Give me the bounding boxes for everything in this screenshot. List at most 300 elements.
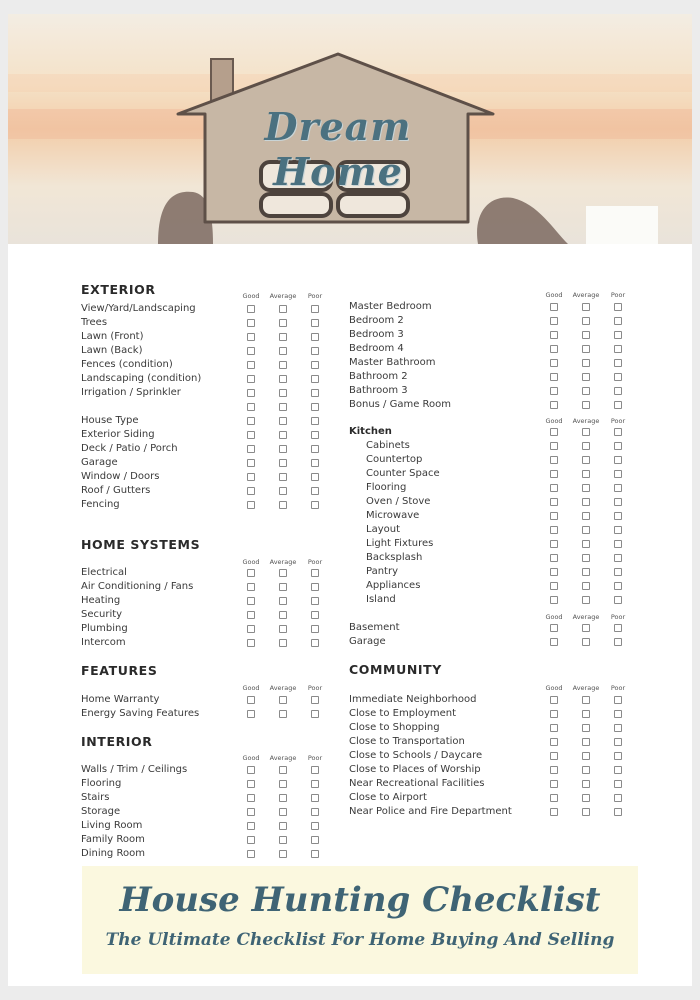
average-checkbox[interactable] <box>279 487 287 495</box>
checklist-item-label: Bathroom 3 <box>349 385 408 396</box>
checklist-item-label: Lawn (Front) <box>81 331 144 342</box>
checklist-row <box>349 579 609 593</box>
poor-checkbox[interactable] <box>311 625 319 633</box>
checklist-item-label: Deck / Patio / Porch <box>81 443 178 454</box>
average-checkbox[interactable] <box>582 470 590 478</box>
rating-header-good: Good <box>545 417 563 425</box>
poor-checkbox[interactable] <box>311 319 319 327</box>
rating-header-poor: Poor <box>307 558 323 566</box>
checklist-item-label: Garage <box>81 457 118 468</box>
poor-checkbox[interactable] <box>614 526 622 534</box>
checklist-item-label: Intercom <box>81 637 126 648</box>
average-checkbox[interactable] <box>582 808 590 816</box>
checklist-row <box>349 314 609 328</box>
good-checkbox[interactable] <box>247 766 255 774</box>
good-checkbox[interactable] <box>247 501 255 509</box>
average-checkbox[interactable] <box>582 696 590 704</box>
average-checkbox[interactable] <box>582 596 590 604</box>
poor-checkbox[interactable] <box>311 417 319 425</box>
banner-subtitle: The Ultimate Checklist For Home Buying And Selling <box>105 930 615 950</box>
average-checkbox[interactable] <box>279 361 287 369</box>
checklist-item-label: Master Bedroom <box>349 301 432 312</box>
checklist-item-label: Island <box>366 594 396 605</box>
poor-checkbox[interactable] <box>311 822 319 830</box>
poor-checkbox[interactable] <box>311 639 319 647</box>
checklist-item-label: Close to Shopping <box>349 722 440 733</box>
average-checkbox[interactable] <box>279 597 287 605</box>
hero-title: Dream Home <box>264 104 412 194</box>
average-checkbox[interactable] <box>582 331 590 339</box>
rating-header-poor: Poor <box>610 613 626 621</box>
checklist-row <box>349 342 609 356</box>
average-checkbox[interactable] <box>582 484 590 492</box>
checklist-item-label: Bedroom 4 <box>349 343 404 354</box>
poor-checkbox[interactable] <box>614 596 622 604</box>
average-checkbox[interactable] <box>279 403 287 411</box>
poor-checkbox[interactable] <box>614 428 622 436</box>
good-checkbox[interactable] <box>550 596 558 604</box>
good-checkbox[interactable] <box>247 417 255 425</box>
checklist-item-label: Irrigation / Sprinkler <box>81 387 181 398</box>
good-checkbox[interactable] <box>247 696 255 704</box>
good-checkbox[interactable] <box>247 305 255 313</box>
poor-checkbox[interactable] <box>311 780 319 788</box>
good-checkbox[interactable] <box>550 456 558 464</box>
good-checkbox[interactable] <box>550 526 558 534</box>
average-checkbox[interactable] <box>279 794 287 802</box>
poor-checkbox[interactable] <box>311 597 319 605</box>
rating-header-average: Average <box>572 291 600 299</box>
rating-header-good: Good <box>545 291 563 299</box>
checklist-item-label: Energy Saving Features <box>81 708 200 719</box>
poor-checkbox[interactable] <box>311 696 319 704</box>
checklist-row <box>349 735 609 749</box>
average-checkbox[interactable] <box>582 752 590 760</box>
average-checkbox[interactable] <box>582 724 590 732</box>
poor-checkbox[interactable] <box>311 375 319 383</box>
checklist-row <box>81 608 341 622</box>
good-checkbox[interactable] <box>247 836 255 844</box>
checklist-row <box>81 777 341 791</box>
good-checkbox[interactable] <box>550 442 558 450</box>
hero-illustration <box>8 14 692 244</box>
poor-checkbox[interactable] <box>614 766 622 774</box>
poor-checkbox[interactable] <box>311 569 319 577</box>
good-checkbox[interactable] <box>550 766 558 774</box>
average-checkbox[interactable] <box>279 696 287 704</box>
poor-checkbox[interactable] <box>614 568 622 576</box>
average-checkbox[interactable] <box>582 780 590 788</box>
checklist-row <box>81 693 341 707</box>
average-checkbox[interactable] <box>279 625 287 633</box>
good-checkbox[interactable] <box>247 361 255 369</box>
average-checkbox[interactable] <box>279 569 287 577</box>
poor-checkbox[interactable] <box>614 624 622 632</box>
checklist-row <box>349 693 609 707</box>
poor-checkbox[interactable] <box>614 710 622 718</box>
poor-checkbox[interactable] <box>614 331 622 339</box>
checklist-item-label: Oven / Stove <box>366 496 431 507</box>
average-checkbox[interactable] <box>582 317 590 325</box>
good-checkbox[interactable] <box>247 850 255 858</box>
section-title-exterior: EXTERIOR <box>81 282 156 297</box>
rating-header-average: Average <box>269 292 297 300</box>
checklist-item-label: View/Yard/Landscaping <box>81 303 196 314</box>
poor-checkbox[interactable] <box>614 373 622 381</box>
average-checkbox[interactable] <box>582 638 590 646</box>
good-checkbox[interactable] <box>247 569 255 577</box>
checklist-item-label: Near Police and Fire Department <box>349 806 512 817</box>
checklist-row <box>349 805 609 819</box>
checklist-row <box>81 470 341 484</box>
average-checkbox[interactable] <box>582 401 590 409</box>
rating-header-good: Good <box>242 754 260 762</box>
rating-header-average: Average <box>269 754 297 762</box>
good-checkbox[interactable] <box>550 624 558 632</box>
average-checkbox[interactable] <box>279 417 287 425</box>
checklist-row <box>349 384 609 398</box>
checklist-item-label: Electrical <box>81 567 127 578</box>
poor-checkbox[interactable] <box>311 794 319 802</box>
poor-checkbox[interactable] <box>614 512 622 520</box>
poor-checkbox[interactable] <box>614 582 622 590</box>
rating-header-poor: Poor <box>307 292 323 300</box>
poor-checkbox[interactable] <box>614 540 622 548</box>
good-checkbox[interactable] <box>550 808 558 816</box>
average-checkbox[interactable] <box>279 836 287 844</box>
checklist-row <box>349 467 609 481</box>
checklist-row <box>349 777 609 791</box>
average-checkbox[interactable] <box>582 442 590 450</box>
good-checkbox[interactable] <box>550 498 558 506</box>
good-checkbox[interactable] <box>550 696 558 704</box>
checklist-row <box>349 356 609 370</box>
poor-checkbox[interactable] <box>614 401 622 409</box>
good-checkbox[interactable] <box>550 638 558 646</box>
checklist-item-label: Air Conditioning / Fans <box>81 581 194 592</box>
checklist-item-label: Countertop <box>366 454 423 465</box>
checklist-item-label: Stairs <box>81 792 110 803</box>
checklist-item-label: Garage <box>349 636 386 647</box>
poor-checkbox[interactable] <box>311 305 319 313</box>
checklist-row <box>349 439 609 453</box>
poor-checkbox[interactable] <box>614 780 622 788</box>
average-checkbox[interactable] <box>279 780 287 788</box>
checklist-item-label: Bedroom 2 <box>349 315 404 326</box>
checklist-item-label: Layout <box>366 524 400 535</box>
checklist-item-label: Close to Schools / Daycare <box>349 750 483 761</box>
average-checkbox[interactable] <box>279 766 287 774</box>
poor-checkbox[interactable] <box>614 456 622 464</box>
checklist-item-label: Close to Transportation <box>349 736 465 747</box>
good-checkbox[interactable] <box>550 317 558 325</box>
poor-checkbox[interactable] <box>614 794 622 802</box>
checklist-item-label: Home Warranty <box>81 694 160 705</box>
average-checkbox[interactable] <box>279 639 287 647</box>
checklist-item-label: Plumbing <box>81 623 128 634</box>
checklist-item-label: Storage <box>81 806 121 817</box>
good-checkbox[interactable] <box>550 540 558 548</box>
poor-checkbox[interactable] <box>614 345 622 353</box>
average-checkbox[interactable] <box>582 526 590 534</box>
rating-header-good: Good <box>545 684 563 692</box>
good-checkbox[interactable] <box>247 780 255 788</box>
average-checkbox[interactable] <box>582 456 590 464</box>
poor-checkbox[interactable] <box>614 303 622 311</box>
checklist-row <box>81 400 341 414</box>
poor-checkbox[interactable] <box>614 498 622 506</box>
checklist-row <box>349 370 609 384</box>
good-checkbox[interactable] <box>247 625 255 633</box>
average-checkbox[interactable] <box>279 375 287 383</box>
title-banner <box>82 866 638 974</box>
checklist-row <box>81 707 341 721</box>
good-checkbox[interactable] <box>247 347 255 355</box>
checklist-item-label: Backsplash <box>366 552 423 563</box>
checklist-item-label: House Type <box>81 415 139 426</box>
good-checkbox[interactable] <box>550 373 558 381</box>
average-checkbox[interactable] <box>582 794 590 802</box>
average-checkbox[interactable] <box>582 624 590 632</box>
poor-checkbox[interactable] <box>614 808 622 816</box>
rating-header-poor: Poor <box>610 417 626 425</box>
good-checkbox[interactable] <box>247 597 255 605</box>
good-checkbox[interactable] <box>550 470 558 478</box>
poor-checkbox[interactable] <box>311 459 319 467</box>
average-checkbox[interactable] <box>279 431 287 439</box>
poor-checkbox[interactable] <box>614 470 622 478</box>
checklist-row <box>81 386 341 400</box>
average-checkbox[interactable] <box>582 512 590 520</box>
good-checkbox[interactable] <box>247 822 255 830</box>
poor-checkbox[interactable] <box>311 710 319 718</box>
checklist-item-label: Lawn (Back) <box>81 345 143 356</box>
checklist-row <box>81 833 341 847</box>
average-checkbox[interactable] <box>279 305 287 313</box>
poor-checkbox[interactable] <box>311 445 319 453</box>
average-checkbox[interactable] <box>279 611 287 619</box>
checklist-row <box>81 316 341 330</box>
good-checkbox[interactable] <box>550 752 558 760</box>
good-checkbox[interactable] <box>247 319 255 327</box>
good-checkbox[interactable] <box>550 780 558 788</box>
good-checkbox[interactable] <box>550 345 558 353</box>
good-checkbox[interactable] <box>247 808 255 816</box>
checklist-row <box>81 594 341 608</box>
good-checkbox[interactable] <box>247 375 255 383</box>
checklist-row <box>81 344 341 358</box>
checklist-row <box>349 791 609 805</box>
checklist-item-label: Window / Doors <box>81 471 160 482</box>
checklist-row <box>349 537 609 551</box>
good-checkbox[interactable] <box>247 794 255 802</box>
checklist-row <box>81 414 341 428</box>
poor-checkbox[interactable] <box>311 583 319 591</box>
average-checkbox[interactable] <box>279 333 287 341</box>
checklist-item-label: Roof / Gutters <box>81 485 151 496</box>
average-checkbox[interactable] <box>279 583 287 591</box>
rating-header-poor: Poor <box>307 754 323 762</box>
poor-checkbox[interactable] <box>614 752 622 760</box>
average-checkbox[interactable] <box>582 568 590 576</box>
average-checkbox[interactable] <box>582 345 590 353</box>
checklist-row <box>349 551 609 565</box>
checklist-row <box>81 622 341 636</box>
average-checkbox[interactable] <box>279 710 287 718</box>
average-checkbox[interactable] <box>279 459 287 467</box>
rating-header-good: Good <box>242 292 260 300</box>
poor-checkbox[interactable] <box>614 696 622 704</box>
good-checkbox[interactable] <box>247 389 255 397</box>
checklist-row <box>81 442 341 456</box>
poor-checkbox[interactable] <box>311 347 319 355</box>
checklist-item-label: Immediate Neighborhood <box>349 694 477 705</box>
good-checkbox[interactable] <box>550 512 558 520</box>
checklist-item-label: Light Fixtures <box>366 538 434 549</box>
average-checkbox[interactable] <box>279 822 287 830</box>
average-checkbox[interactable] <box>582 540 590 548</box>
average-checkbox[interactable] <box>279 473 287 481</box>
average-checkbox[interactable] <box>582 582 590 590</box>
checklist-item-label: Microwave <box>366 510 420 521</box>
good-checkbox[interactable] <box>550 568 558 576</box>
average-checkbox[interactable] <box>279 389 287 397</box>
poor-checkbox[interactable] <box>311 611 319 619</box>
good-checkbox[interactable] <box>550 484 558 492</box>
poor-checkbox[interactable] <box>311 333 319 341</box>
good-checkbox[interactable] <box>550 401 558 409</box>
good-checkbox[interactable] <box>247 639 255 647</box>
checklist-row <box>81 484 341 498</box>
section-title-home-systems: HOME SYSTEMS <box>81 537 201 552</box>
average-checkbox[interactable] <box>582 710 590 718</box>
checklist-row <box>349 509 609 523</box>
poor-checkbox[interactable] <box>614 638 622 646</box>
banner-title: House Hunting Checklist <box>119 880 601 920</box>
good-checkbox[interactable] <box>550 554 558 562</box>
average-checkbox[interactable] <box>582 387 590 395</box>
average-checkbox[interactable] <box>279 501 287 509</box>
poor-checkbox[interactable] <box>311 487 319 495</box>
checklist-item-label: Close to Places of Worship <box>349 764 481 775</box>
good-checkbox[interactable] <box>247 611 255 619</box>
checklist-row <box>81 498 341 512</box>
good-checkbox[interactable] <box>247 487 255 495</box>
rating-header-poor: Poor <box>610 291 626 299</box>
poor-checkbox[interactable] <box>311 836 319 844</box>
good-checkbox[interactable] <box>550 428 558 436</box>
good-checkbox[interactable] <box>247 459 255 467</box>
checklist-row <box>349 481 609 495</box>
average-checkbox[interactable] <box>279 850 287 858</box>
average-checkbox[interactable] <box>582 373 590 381</box>
good-checkbox[interactable] <box>247 403 255 411</box>
good-checkbox[interactable] <box>550 794 558 802</box>
good-checkbox[interactable] <box>247 445 255 453</box>
checklist-row <box>349 425 609 439</box>
good-checkbox[interactable] <box>550 303 558 311</box>
average-checkbox[interactable] <box>582 554 590 562</box>
rating-header-poor: Poor <box>610 684 626 692</box>
poor-checkbox[interactable] <box>614 442 622 450</box>
poor-checkbox[interactable] <box>614 554 622 562</box>
poor-checkbox[interactable] <box>614 359 622 367</box>
poor-checkbox[interactable] <box>311 473 319 481</box>
average-checkbox[interactable] <box>582 738 590 746</box>
poor-checkbox[interactable] <box>614 484 622 492</box>
good-checkbox[interactable] <box>550 710 558 718</box>
poor-checkbox[interactable] <box>614 387 622 395</box>
good-checkbox[interactable] <box>550 387 558 395</box>
poor-checkbox[interactable] <box>311 501 319 509</box>
checklist-item-label: Fencing <box>81 499 120 510</box>
checklist-row <box>81 566 341 580</box>
checklist-item-label: Kitchen <box>349 426 392 437</box>
good-checkbox[interactable] <box>247 333 255 341</box>
good-checkbox[interactable] <box>550 724 558 732</box>
average-checkbox[interactable] <box>279 319 287 327</box>
checklist-row <box>81 456 341 470</box>
good-checkbox[interactable] <box>247 473 255 481</box>
checklist-row <box>349 635 609 649</box>
average-checkbox[interactable] <box>279 347 287 355</box>
checklist-row <box>81 805 341 819</box>
checklist-row <box>349 523 609 537</box>
checklist-item-label: Family Room <box>81 834 145 845</box>
checklist-page <box>8 14 692 986</box>
poor-checkbox[interactable] <box>614 738 622 746</box>
average-checkbox[interactable] <box>279 445 287 453</box>
poor-checkbox[interactable] <box>311 389 319 397</box>
rating-header-average: Average <box>269 684 297 692</box>
good-checkbox[interactable] <box>550 331 558 339</box>
good-checkbox[interactable] <box>247 710 255 718</box>
checklist-row <box>349 453 609 467</box>
checklist-row <box>349 300 609 314</box>
good-checkbox[interactable] <box>247 431 255 439</box>
average-checkbox[interactable] <box>582 428 590 436</box>
rating-header-good: Good <box>242 558 260 566</box>
checklist-item-label: Living Room <box>81 820 143 831</box>
good-checkbox[interactable] <box>550 738 558 746</box>
poor-checkbox[interactable] <box>311 361 319 369</box>
average-checkbox[interactable] <box>582 303 590 311</box>
checklist-item-label: Close to Employment <box>349 708 457 719</box>
good-checkbox[interactable] <box>247 583 255 591</box>
average-checkbox[interactable] <box>582 498 590 506</box>
checklist-row <box>349 721 609 735</box>
checklist-row <box>349 707 609 721</box>
average-checkbox[interactable] <box>582 359 590 367</box>
poor-checkbox[interactable] <box>311 431 319 439</box>
checklist-item-label: Heating <box>81 595 121 606</box>
good-checkbox[interactable] <box>550 359 558 367</box>
checklist-row <box>349 565 609 579</box>
rating-header-average: Average <box>572 684 600 692</box>
average-checkbox[interactable] <box>279 808 287 816</box>
checklist-row <box>81 428 341 442</box>
checklist-item-label: Appliances <box>366 580 421 591</box>
good-checkbox[interactable] <box>550 582 558 590</box>
checklist-item-label: Exterior Siding <box>81 429 155 440</box>
poor-checkbox[interactable] <box>311 766 319 774</box>
poor-checkbox[interactable] <box>614 724 622 732</box>
poor-checkbox[interactable] <box>311 403 319 411</box>
average-checkbox[interactable] <box>582 766 590 774</box>
poor-checkbox[interactable] <box>311 808 319 816</box>
poor-checkbox[interactable] <box>311 850 319 858</box>
poor-checkbox[interactable] <box>614 317 622 325</box>
